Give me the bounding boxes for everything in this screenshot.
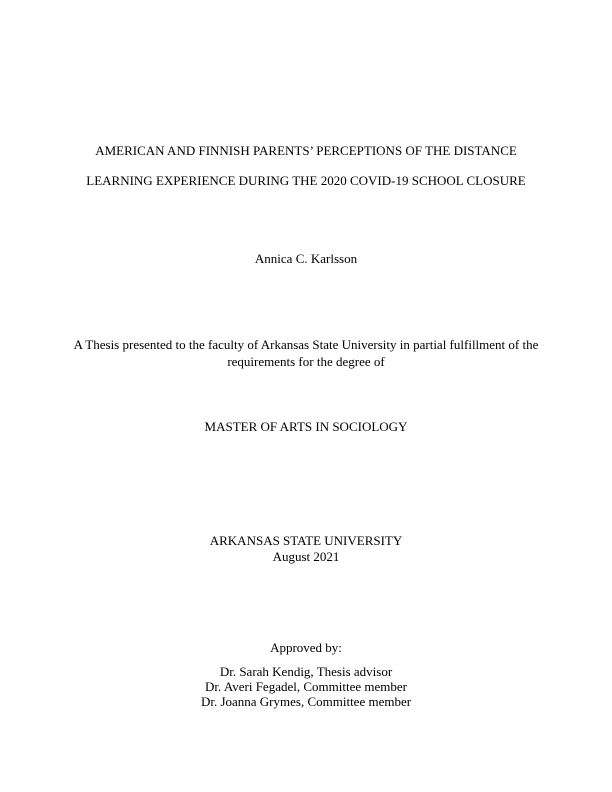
committee-member-2: Dr. Joanna Grymes, Committee member [200, 694, 412, 709]
statement-line-1: A Thesis presented to the faculty of Arkansas State University in partial fulfillment of the [73, 337, 539, 352]
thesis-title [0, 136, 612, 196]
title-line-1: AMERICAN AND FINNISH PARENTS’ PERCEPTIONS OF THE DISTANCE [95, 143, 517, 158]
title-line-2: LEARNING EXPERIENCE DURING THE 2020 COVID-19 SCHOOL CLOSURE [86, 173, 526, 188]
committee-member-advisor: Dr. Sarah Kendig, Thesis advisor [219, 664, 393, 679]
committee-member-1: Dr. Averi Fegadel, Committee member [205, 679, 407, 694]
graduation-date: August 2021 [272, 549, 340, 564]
statement-line-2: requirements for the degree of [227, 354, 385, 369]
thesis-statement [0, 336, 612, 370]
university-name: ARKANSAS STATE UNIVERSITY [209, 533, 403, 548]
author-name: Annica C. Karlsson [254, 251, 358, 266]
approved-by-label: Approved by: [270, 640, 342, 655]
degree-name: MASTER OF ARTS IN SOCIOLOGY [204, 419, 408, 434]
university-block [0, 533, 612, 565]
committee-list [0, 664, 612, 709]
